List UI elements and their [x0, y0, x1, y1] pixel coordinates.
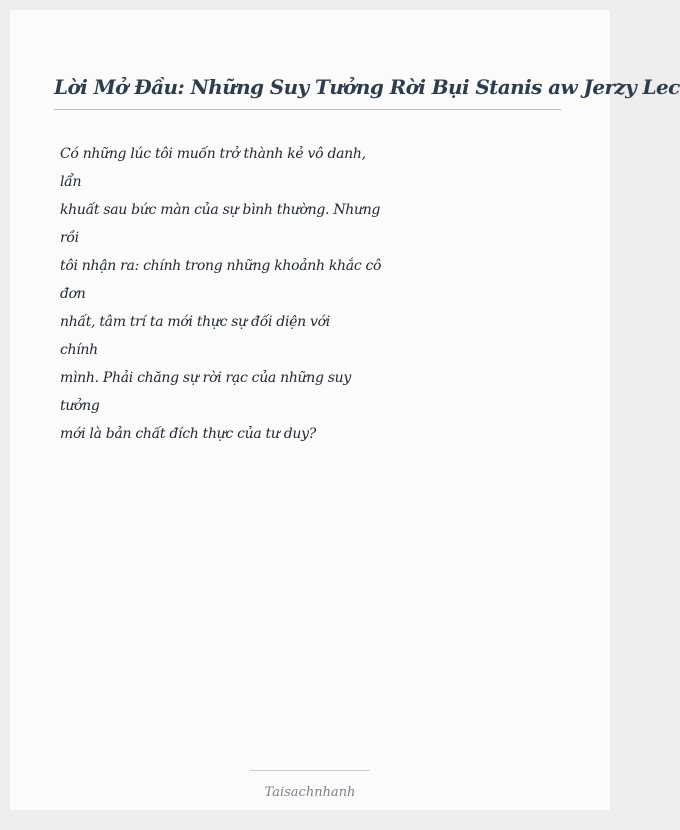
- body-line: chính: [60, 342, 98, 358]
- footer-divider: [250, 770, 370, 771]
- page-title: Lời Mở Đầu: Những Suy Tưởng Rời Bụi Stanis aw Jerzy Lec: [54, 75, 680, 99]
- footer-brand: Taisachnhanh: [264, 785, 356, 800]
- document-page: [10, 10, 680, 810]
- body-line: tôi nhận ra: chính trong những khoảnh khắc cô: [60, 258, 382, 274]
- body-line: lẩn: [60, 174, 82, 190]
- body-line: đơn: [60, 286, 86, 302]
- body-line: nhất, tâm trí ta mới thực sự đối diện với: [60, 314, 330, 330]
- body-line: mình. Phải chăng sự rời rạc của những suy: [60, 370, 352, 386]
- body-line: rồi: [60, 230, 79, 246]
- body-line: khuất sau bức màn của sự bình thường. Nhưng: [60, 202, 381, 218]
- body-line: Có những lúc tôi muốn trở thành kẻ vô danh,: [60, 146, 366, 162]
- body-line: mới là bản chất đích thực của tư duy?: [60, 426, 316, 442]
- body-paragraph: [60, 140, 380, 448]
- title-divider: [54, 109, 561, 110]
- body-line: tưởng: [60, 398, 100, 414]
